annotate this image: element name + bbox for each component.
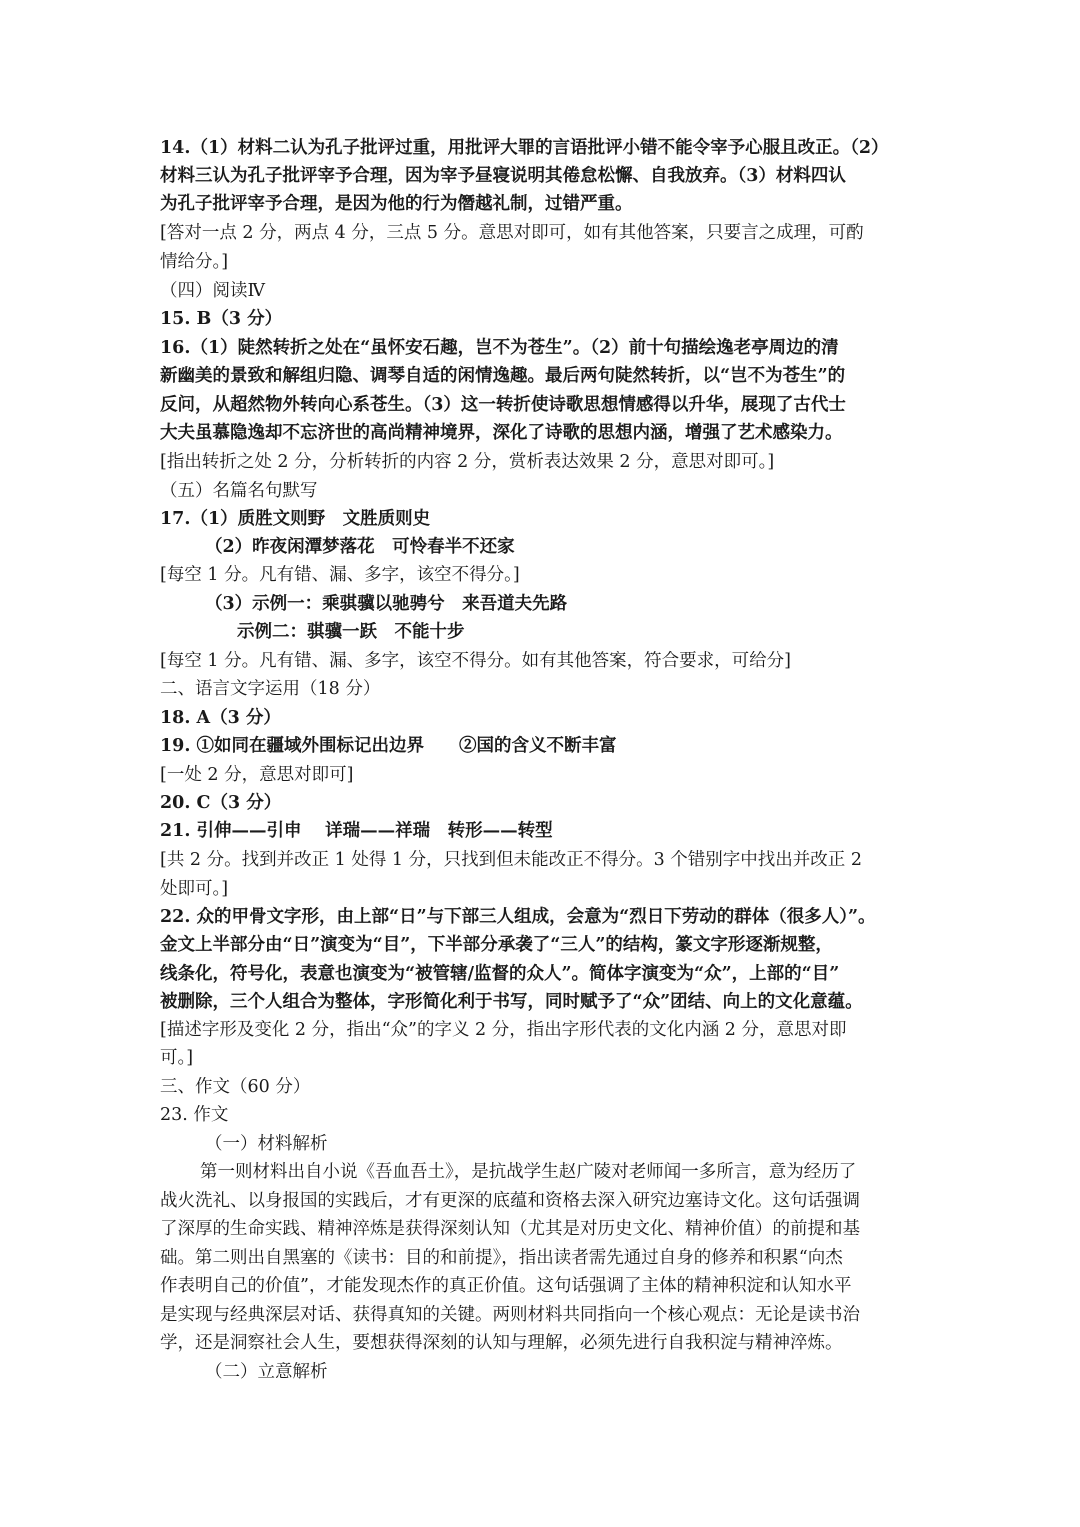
subheading-material-analysis: （一）材料解析 bbox=[205, 1134, 328, 1154]
scoring-note-21-line-1: [共 2 分。找到并改正 1 处得 1 分，只找到但未能改正不得分。3 个错别字中找出并改正 2 bbox=[160, 850, 862, 870]
answer-14-line-1: 14.（1）材料二认为孔子批评过重，用批评大罪的言语批评小错不能令宰予心服且改正。（2） bbox=[160, 138, 889, 158]
scoring-note-22-line-1: [描述字形及变化 2 分，指出“众”的字义 2 分，指出字形代表的文化内涵 2 分，意思对即 bbox=[160, 1020, 847, 1040]
answer-22-line-4: 被删除，三个人组合为整体，字形简化利于书写，同时赋予了“众”团结、向上的文化意蕴。 bbox=[160, 992, 863, 1012]
section-heading-recitation: （五）名篇名句默写 bbox=[160, 481, 318, 501]
section-heading-reading-4: （四）阅读Ⅳ bbox=[160, 281, 265, 301]
scoring-note-17-b: [每空 1 分。凡有错、漏、多字，该空不得分。如有其他答案，符合要求，可给分] bbox=[160, 651, 791, 671]
scoring-note-14-line-1: [答对一点 2 分，两点 4 分，三点 5 分。意思对即可，如有其他答案，只要言之成理，可酌 bbox=[160, 223, 864, 243]
scoring-note-16: [指出转折之处 2 分，分析转折的内容 2 分，赏析表达效果 2 分，意思对即可。] bbox=[160, 452, 775, 472]
answer-18: 18. A（3 分） bbox=[160, 708, 281, 728]
answer-16-line-2: 新幽美的景致和解组归隐、调琴自适的闲情逸趣。最后两句陡然转折，以“岂不为苍生”的 bbox=[160, 366, 846, 386]
material-analysis-line-3: 了深厚的生命实践、精神淬炼是获得深刻认知（尤其是对历史文化、精神价值）的前提和基 bbox=[160, 1219, 860, 1239]
answer-16-line-3: 反问，从超然物外转向心系苍生。（3）这一转折使诗歌思想情感得以升华，展现了古代士 bbox=[160, 395, 846, 415]
answer-17-part-1: 17.（1）质胜文则野 文胜质则史 bbox=[160, 509, 431, 529]
answer-22-line-3: 线条化，符号化，表意也演变为“被管辖/监督的众人”。简体字演变为“众”，上部的“目” bbox=[160, 964, 840, 984]
answer-19: 19. ①如同在疆域外围标记出边界 ②国的含义不断丰富 bbox=[160, 736, 617, 756]
answer-14-line-2: 材料三认为孔子批评宰予合理，因为宰予昼寝说明其倦怠松懈、自我放弃。（3）材料四认 bbox=[160, 166, 846, 186]
answer-17-part-3-example-2: 示例二：骐骥一跃 不能十步 bbox=[237, 622, 465, 642]
subheading-theme-analysis: （二）立意解析 bbox=[205, 1362, 328, 1382]
scoring-note-21-line-2: 处即可。] bbox=[160, 879, 229, 899]
answer-14-line-3: 为孔子批评宰予合理，是因为他的行为僭越礼制，过错严重。 bbox=[160, 194, 633, 214]
answer-22-line-2: 金文上半部分由“日”演变为“目”，下半部分承袭了“三人”的结构，篆文字形逐渐规整， bbox=[160, 935, 833, 955]
material-analysis-line-5: 作表明自己的价值”，才能发现杰作的真正价值。这句话强调了主体的精神积淀和认知水平 bbox=[160, 1276, 852, 1296]
material-analysis-line-2: 战火洗礼、以身报国的实践后，才有更深的底蕴和资格去深入研究边塞诗文化。这句话强调 bbox=[160, 1191, 860, 1211]
scoring-note-17-a: [每空 1 分。凡有错、漏、多字，该空不得分。] bbox=[160, 565, 520, 585]
answer-17-part-3-example-1: （3）示例一：乘骐骥以驰骋兮 来吾道夫先路 bbox=[205, 594, 568, 614]
section-heading-language-use: 二、语言文字运用（18 分） bbox=[160, 679, 381, 699]
answer-15: 15. B（3 分） bbox=[160, 309, 283, 329]
material-analysis-line-6: 是实现与经典深层对话、获得真知的关键。两则材料共同指向一个核心观点：无论是读书治 bbox=[160, 1305, 860, 1325]
answer-16-line-4: 大夫虽慕隐逸却不忘济世的高尚精神境界，深化了诗歌的思想内涵，增强了艺术感染力。 bbox=[160, 423, 843, 443]
material-analysis-line-4: 础。第二则出自黑塞的《读书：目的和前提》，指出读者需先通过自身的修养和积累“向杰 bbox=[160, 1248, 843, 1268]
answer-17-part-2: （2）昨夜闲潭梦落花 可怜春半不还家 bbox=[205, 537, 515, 557]
answer-22-line-1: 22. 众的甲骨文字形，由上部“日”与下部三人组成，会意为“烈日下劳动的群体（很多人）”。 bbox=[160, 907, 876, 927]
answer-23-heading: 23. 作文 bbox=[160, 1105, 229, 1125]
material-analysis-line-7: 学，还是洞察社会人生，要想获得深刻的认知与理解，必须先进行自我积淀与精神淬炼。 bbox=[160, 1333, 843, 1353]
material-analysis-line-1: 第一则材料出自小说《吾血吾土》，是抗战学生赵广陵对老师闻一多所言，意为经历了 bbox=[200, 1162, 857, 1182]
answer-16-line-1: 16.（1）陡然转折之处在“虽怀安石趣，岂不为苍生”。（2）前十句描绘逸老亭周边的清 bbox=[160, 338, 839, 358]
answer-20: 20. C（3 分） bbox=[160, 793, 282, 813]
answer-21: 21. 引伸——引申 详瑞——祥瑞 转形——转型 bbox=[160, 821, 553, 841]
scoring-note-14-line-2: 情给分。] bbox=[160, 252, 229, 272]
scoring-note-22-line-2: 可。] bbox=[160, 1048, 194, 1068]
section-heading-composition: 三、作文（60 分） bbox=[160, 1077, 311, 1097]
scoring-note-19: [一处 2 分，意思对即可] bbox=[160, 765, 354, 785]
